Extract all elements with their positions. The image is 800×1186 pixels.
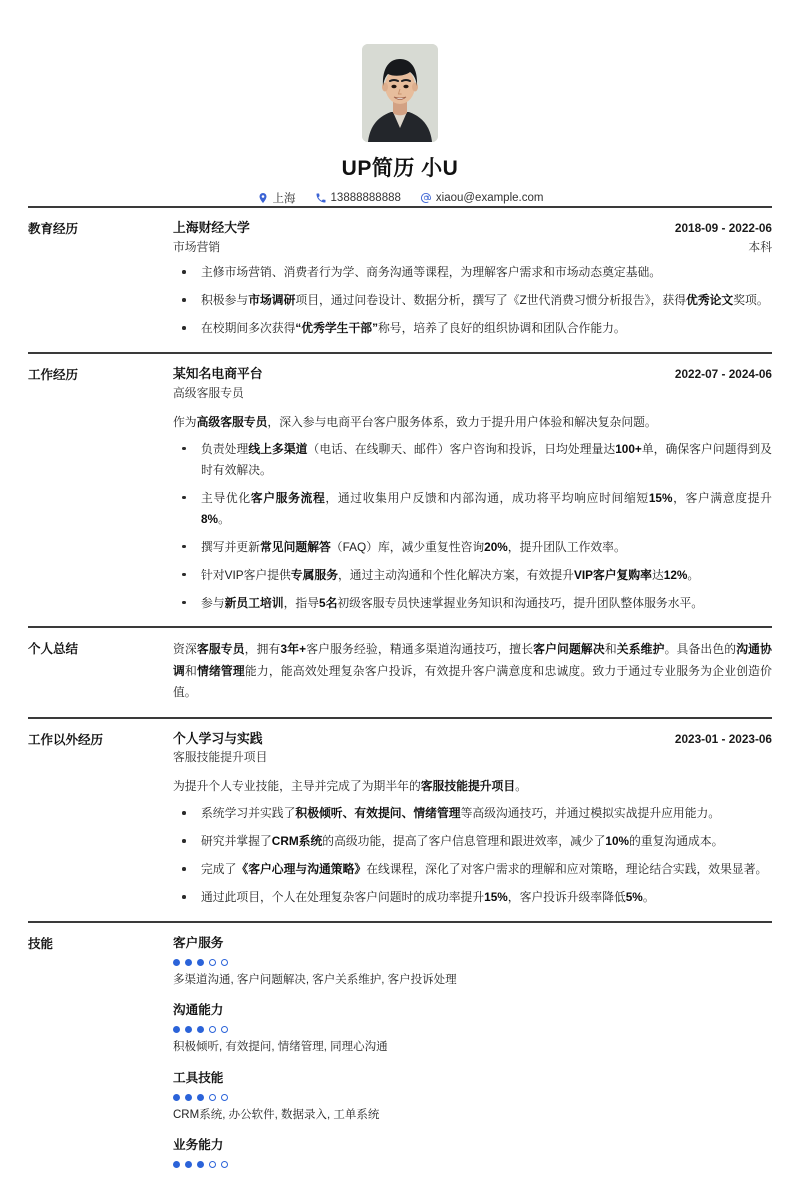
skill-dot-filled [185,959,192,966]
skill-dot-filled [197,1094,204,1101]
entry-role: 高级客服专员 [173,385,244,400]
section-label-education: 教育经历 [28,222,79,237]
entry [173,365,772,613]
entry-title: 上海财经大学 [173,220,250,236]
skill-dot-filled [197,959,204,966]
section-work [28,352,772,626]
entry-meta: 本科 [748,239,772,254]
skill-dot-filled [185,1094,192,1101]
skill-dot-filled [173,1094,180,1101]
skill-level-dots [173,1161,772,1168]
bullet-list [173,803,772,908]
phone-icon [315,192,327,204]
skill-level-dots [173,1094,772,1101]
skill-items: 积极倾听, 有效提问, 情绪管理, 同理心沟通 [173,1041,388,1054]
location-pin-icon [257,192,269,204]
bullet-item: 针对VIP客户提供专属服务，通过主动沟通和个性化解决方案，有效提升VIP客户复购率达12%。 [173,565,772,586]
skill-items: CRM系统, 办公软件, 数据录入, 工单系统 [173,1108,380,1121]
entry-intro: 为提升个人专业技能，主导并完成了为期半年的客服技能提升项目。 [173,779,527,794]
bullet-item: 主导优化客户服务流程，通过收集用户反馈和内部沟通，成功将平均响应时间缩短15%，客户满意度提升8%。 [173,488,772,530]
bullet-item: 撰写并更新常见问题解答（FAQ）库，减少重复性咨询20%，提升团队工作效率。 [173,537,772,558]
skill-group [173,934,772,989]
section-body-work [173,365,772,613]
contact-location [257,190,296,206]
section-label-work: 工作经历 [28,368,79,383]
skill-dot-empty [221,1026,228,1033]
section-body-summary [173,639,772,703]
page-title: UP简历 小U [341,157,459,180]
bullet-item: 主修市场营销、消费者行为学、商务沟通等课程，为理解客户需求和市场动态奠定基础。 [173,262,772,283]
skill-dot-empty [221,1094,228,1101]
entry-role: 市场营销 [173,239,221,254]
skill-dot-filled [197,1161,204,1168]
avatar [362,44,438,142]
email-at-icon [420,192,432,204]
entry [173,219,772,339]
entry-date: 2018-09 - 2022-06 [674,221,772,236]
skill-dot-filled [173,1026,180,1033]
skill-level-dots [173,1026,772,1033]
skill-group [173,1136,772,1168]
contact-phone [315,192,401,204]
skill-group [173,1001,772,1056]
contact-phone-text: 13888888888 [330,192,401,205]
contact-email [420,192,544,204]
skill-level-dots [173,959,772,966]
contact-row [28,190,772,206]
entry-role: 客服技能提升项目 [173,750,268,765]
contact-email-text: xiaou@example.com [435,192,544,205]
entry [173,730,772,908]
skill-name: 工具技能 [173,1070,224,1085]
section-summary [28,626,772,716]
entry-head [173,219,772,238]
bullet-item: 积极参与市场调研项目，通过问卷设计、数据分析，撰写了《Z世代消费习惯分析报告》，获得优秀论文奖项。 [173,290,772,311]
section-education [28,206,772,352]
section-skills [28,921,772,1186]
section-body-skills [173,934,772,1173]
bullet-item: 通过此项目，个人在处理复杂客户问题时的成功率提升15%，客户投诉升级率降低5%。 [173,887,772,908]
bullet-item: 在校期间多次获得“优秀学生干部”称号，培养了良好的组织协调和团队合作能力。 [173,318,772,339]
bullet-item: 参与新员工培训，指导5名初级客服专员快速掌握业务知识和沟通技巧，提升团队整体服务水平。 [173,593,772,614]
resume-header [28,0,772,206]
entry-sub [173,239,772,257]
section-body-education [173,219,772,339]
skill-dot-empty [221,959,228,966]
section-extra-experience [28,717,772,921]
summary-text: 资深客服专员，拥有3年+客户服务经验，精通多渠道沟通技巧，擅长客户问题解决和关系维护。具备出色的沟通协调和情绪管理能力，能高效处理复杂客户投诉，有效提升客户满意度和忠诚度。致力于通过专业服务为企业创造价值。 [173,642,772,700]
section-label-extra: 工作以外经历 [28,732,104,747]
section-body-extra [173,730,772,908]
skill-dot-filled [173,959,180,966]
skill-dot-empty [209,1026,216,1033]
entry-title: 个人学习与实践 [173,730,263,746]
bullet-list [173,262,772,339]
skill-name: 客户服务 [173,936,224,951]
entry-sub [173,749,772,767]
bullet-list [173,439,772,614]
skill-name: 业务能力 [173,1137,224,1152]
skill-dot-empty [221,1161,228,1168]
skill-dot-filled [185,1026,192,1033]
contact-location-text: 上海 [272,193,296,206]
entry-intro: 作为高级客服专员，深入参与电商平台客户服务体系，致力于提升用户体验和解决复杂问题。 [173,414,657,429]
entry-sub [173,385,772,403]
skill-dot-filled [185,1161,192,1168]
section-label-summary: 个人总结 [28,642,79,657]
skill-dot-filled [197,1026,204,1033]
entry-date: 2023-01 - 2023-06 [674,731,772,746]
skill-name: 沟通能力 [173,1003,224,1018]
skill-items: 多渠道沟通, 客户问题解决, 客户关系维护, 客户投诉处理 [173,973,457,986]
entry-head [173,730,772,749]
section-label-skills: 技能 [28,937,54,952]
skill-dot-empty [209,1094,216,1101]
skill-dot-empty [209,1161,216,1168]
bullet-item: 完成了《客户心理与沟通策略》在线课程，深化了对客户需求的理解和应对策略，理论结合实践，效果显著。 [173,859,772,880]
entry-date: 2022-07 - 2024-06 [674,367,772,382]
entry-head [173,365,772,384]
entry-title: 某知名电商平台 [173,366,263,382]
skill-group [173,1069,772,1124]
bullet-item: 系统学习并实践了积极倾听、有效提问、情绪管理等高级沟通技巧，并通过模拟实战提升应用能力。 [173,803,772,824]
bullet-item: 负责处理线上多渠道（电话、在线聊天、邮件）客户咨询和投诉，日均处理量达100+单，确保客户问题得到及时有效解决。 [173,439,772,481]
bullet-item: 研究并掌握了CRM系统的高级功能，提高了客户信息管理和跟进效率，减少了10%的重复沟通成本。 [173,831,772,852]
skill-dot-filled [173,1161,180,1168]
skill-dot-empty [209,959,216,966]
